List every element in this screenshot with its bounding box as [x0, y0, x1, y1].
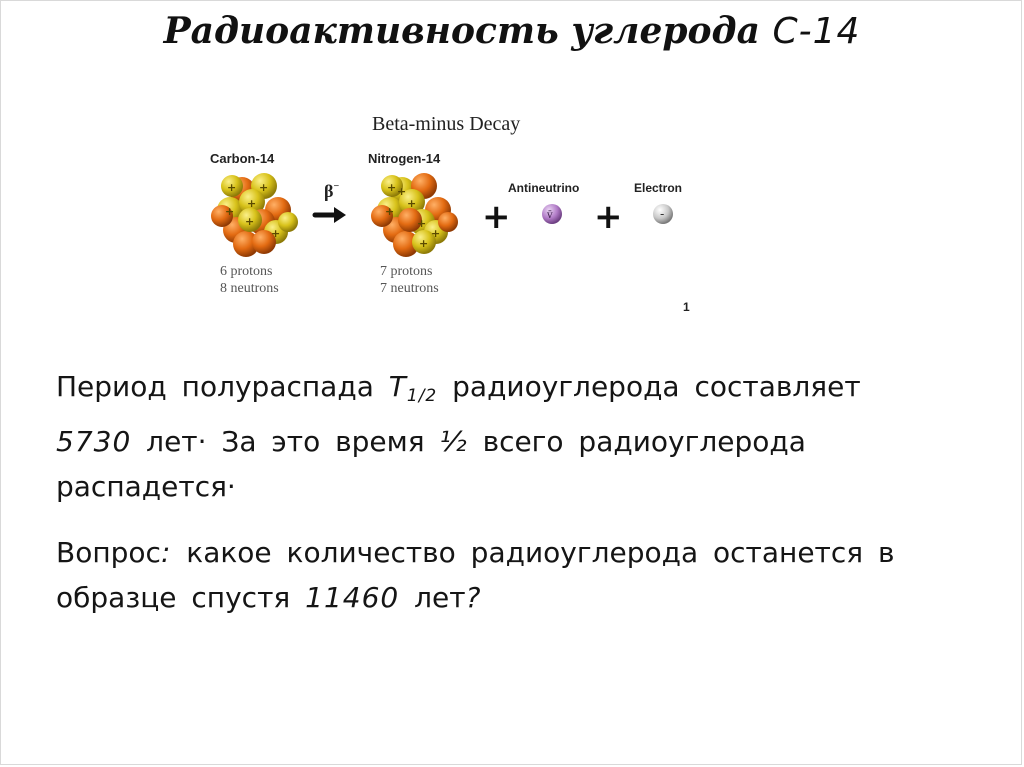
elapsed-years-value: 11460 [305, 581, 400, 614]
slide-title [0, 0, 1024, 62]
p2-text-c: образце спустя [56, 581, 291, 614]
half-fraction: ½ [439, 425, 468, 458]
carbon-label: Carbon-14 [210, 151, 275, 166]
antineutrino-label: Antineutrino [508, 181, 580, 195]
svg-text:+: + [247, 197, 257, 210]
half-life-paragraph [56, 364, 956, 509]
p1-text-e: всего радиоуглерода [482, 425, 806, 458]
question-paragraph [56, 530, 956, 620]
electron-particle [653, 204, 673, 224]
carbon-protons: 6 protons [220, 264, 273, 279]
electron-symbol: - [660, 207, 665, 221]
svg-text:+: + [417, 217, 427, 230]
antineutrino-symbol: v̄ [547, 210, 553, 221]
p2-text-b: какое количество радиоуглерода останется в [186, 536, 895, 569]
plus-sign-1: + [482, 197, 511, 237]
nitrogen-neutrons: 7 neutrons [380, 281, 439, 296]
p1-text-c: лет· [146, 425, 207, 458]
svg-text:+: + [259, 181, 269, 194]
plus-sign-2: + [594, 197, 623, 237]
beta-symbol: β− [324, 181, 340, 201]
svg-text:+: + [387, 181, 397, 194]
diagram-title: Beta-minus Decay [372, 113, 521, 135]
svg-text:+: + [431, 227, 441, 240]
nitrogen-nucleus [371, 173, 458, 257]
title-tag: C-14 [772, 11, 861, 52]
half-life-symbol: $T_{1/2}$ [388, 370, 438, 406]
nitrogen-label: Nitrogen-14 [368, 151, 441, 166]
reaction-arrow [315, 207, 346, 223]
p1-text-d: За это время [221, 425, 425, 458]
svg-text:+: + [407, 197, 417, 210]
p1-text-f: распадется· [56, 470, 236, 503]
p1-text-b: радиоуглерода составляет [452, 370, 861, 403]
svg-text:+: + [227, 181, 237, 194]
p1-text-a: Период полураспада [56, 370, 374, 403]
antineutrino-particle [542, 204, 562, 224]
title-main: Радиоактивность углерода [163, 10, 760, 52]
nitrogen-protons: 7 protons [380, 264, 433, 279]
svg-text:+: + [419, 237, 429, 250]
svg-text:+: + [385, 205, 395, 218]
diagram-footnote: 1 [683, 300, 690, 314]
carbon-neutrons: 8 neutrons [220, 281, 279, 296]
question-word: Вопрос: [56, 536, 172, 569]
svg-text:+: + [225, 205, 235, 218]
electron-label: Electron [634, 181, 683, 195]
svg-text:+: + [271, 227, 281, 240]
svg-text:+: + [245, 215, 255, 228]
beta-decay-diagram [200, 104, 720, 324]
p2-text-d: лет? [414, 581, 482, 614]
svg-text:+: + [397, 185, 407, 198]
carbon-nucleus [211, 173, 298, 257]
half-life-value: 5730 [56, 425, 132, 458]
